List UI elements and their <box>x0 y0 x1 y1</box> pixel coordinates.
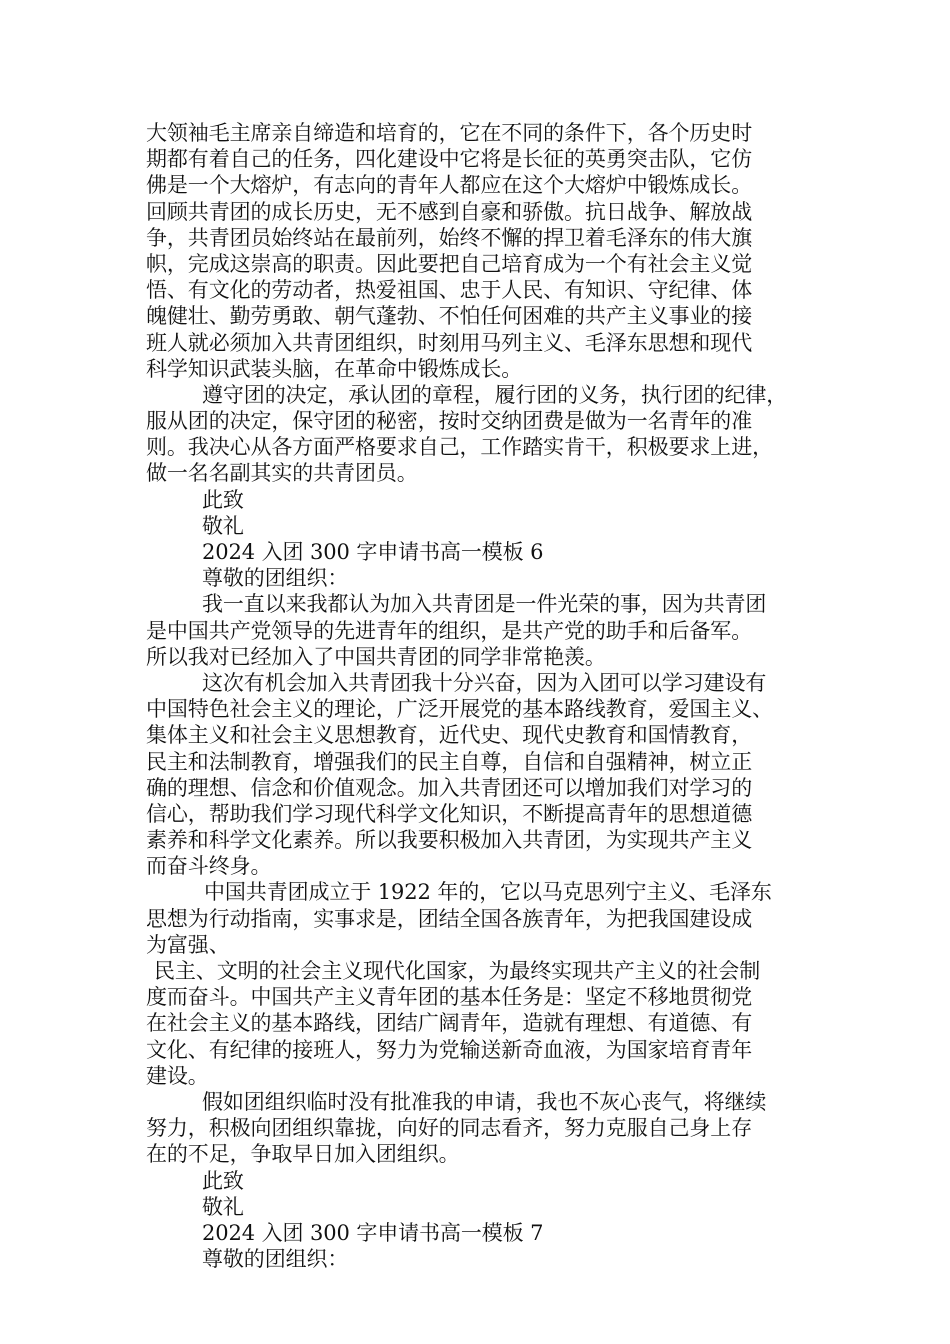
text-line: 遵守团的决定，承认团的章程，履行团的义务，执行团的纪律， <box>202 382 788 407</box>
text-line: 帜，完成这崇高的职责。因此要把自己培育成为一个有社会主义觉 <box>146 251 753 276</box>
text-line: 则。我决心从各方面严格要求自己，工作踏实肯干，积极要求上进， <box>146 435 773 460</box>
text-line: 所以我对已经加入了中国共青团的同学非常艳羡。 <box>146 644 606 669</box>
text-line: 魄健壮、勤劳勇敢、朝气蓬勃、不怕任何困难的共产主义事业的接 <box>146 304 753 329</box>
text-line: 民主和法制教育，增强我们的民主自尊，自信和自强精神，树立正 <box>146 749 753 774</box>
text-line: 建设。 <box>146 1063 209 1088</box>
text-line: 集体主义和社会主义思想教育，近代史、现代史教育和国情教育， <box>146 723 753 748</box>
text-line: 是中国共产党领导的先进青年的组织，是共产党的助手和后备军。 <box>146 618 753 643</box>
text-line: 假如团组织临时没有批准我的申请，我也不灰心丧气，将继续 <box>202 1089 767 1114</box>
text-line: 在社会主义的基本路线，团结广阔青年，造就有理想、有道德、有 <box>146 1011 753 1036</box>
text-line: 尊敬的团组织： <box>202 566 349 591</box>
text-line: 做一名名副其实的共青团员。 <box>146 461 418 486</box>
text-line: 班人就必须加入共青团组织，时刻用马列主义、毛泽东思想和现代 <box>146 330 753 355</box>
text-line: 中国特色社会主义的理论，广泛开展党的基本路线教育，爱国主义、 <box>146 697 773 722</box>
text-line: 期都有着自己的任务，四化建设中它将是长征的英勇突击队，它仿 <box>146 147 753 172</box>
text-line: 2024 入团 300 字申请书高一模板 6 <box>202 540 544 564</box>
text-line: 度而奋斗。中国共产主义青年团的基本任务是：坚定不移地贯彻党 <box>146 985 753 1010</box>
text-line: 此致 <box>202 487 244 512</box>
text-line: 中国共青团成立于 1922 年的，它以马克思列宁主义、毛泽东 <box>204 880 772 905</box>
text-line: 敬礼 <box>202 513 244 538</box>
text-line: 尊敬的团组织： <box>202 1247 349 1272</box>
text-line: 2024 入团 300 字申请书高一模板 7 <box>202 1220 544 1245</box>
document-page <box>146 120 826 1272</box>
text-line: 此致 <box>202 1168 244 1193</box>
text-line: 思想为行动指南，实事求是，团结全国各族青年，为把我国建设成 <box>146 906 753 931</box>
text-line: 服从团的决定，保守团的秘密，按时交纳团费是做为一名青年的准 <box>146 409 753 434</box>
text-line: 我一直以来我都认为加入共青团是一件光荣的事，因为共青团 <box>202 592 767 617</box>
text-line: 文化、有纪律的接班人，努力为党输送新奇血液，为国家培育青年 <box>146 1037 753 1062</box>
text-line: 科学知识武装头脑，在革命中锻炼成长。 <box>146 356 523 381</box>
text-line: 努力，积极向团组织靠拢，向好的同志看齐，努力克服自己身上存 <box>146 1116 753 1141</box>
text-line: 敬礼 <box>202 1194 244 1219</box>
text-line: 回顾共青团的成长历史，无不感到自豪和骄傲。抗日战争、解放战 <box>146 199 753 224</box>
text-line: 确的理想、信念和价值观念。加入共青团还可以增加我们对学习的 <box>146 775 753 800</box>
text-line: 这次有机会加入共青团我十分兴奋，因为入团可以学习建设有 <box>202 670 767 695</box>
text-line: 佛是一个大熔炉，有志向的青年人都应在这个大熔炉中锻炼成长。 <box>146 173 753 198</box>
text-line: 民主、文明的社会主义现代化国家，为最终实现共产主义的社会制 <box>154 959 761 983</box>
text-line: 悟、有文化的劳动者，热爱祖国、忠于人民、有知识、守纪律、体 <box>146 278 753 303</box>
text-line: 素养和科学文化素养。所以我要积极加入共青团，为实现共产主义 <box>146 828 753 853</box>
text-line: 为富强、 <box>146 932 230 957</box>
text-line: 而奋斗终身。 <box>146 854 272 879</box>
text-line: 在的不足，争取早日加入团组织。 <box>146 1142 460 1167</box>
text-line: 争，共青团员始终站在最前列，始终不懈的捍卫着毛泽东的伟大旗 <box>146 225 753 250</box>
text-line: 信心，帮助我们学习现代科学文化知识，不断提高青年的思想道德 <box>146 801 753 826</box>
text-line: 大领袖毛主席亲自缔造和培育的，它在不同的条件下，各个历史时 <box>146 121 753 145</box>
